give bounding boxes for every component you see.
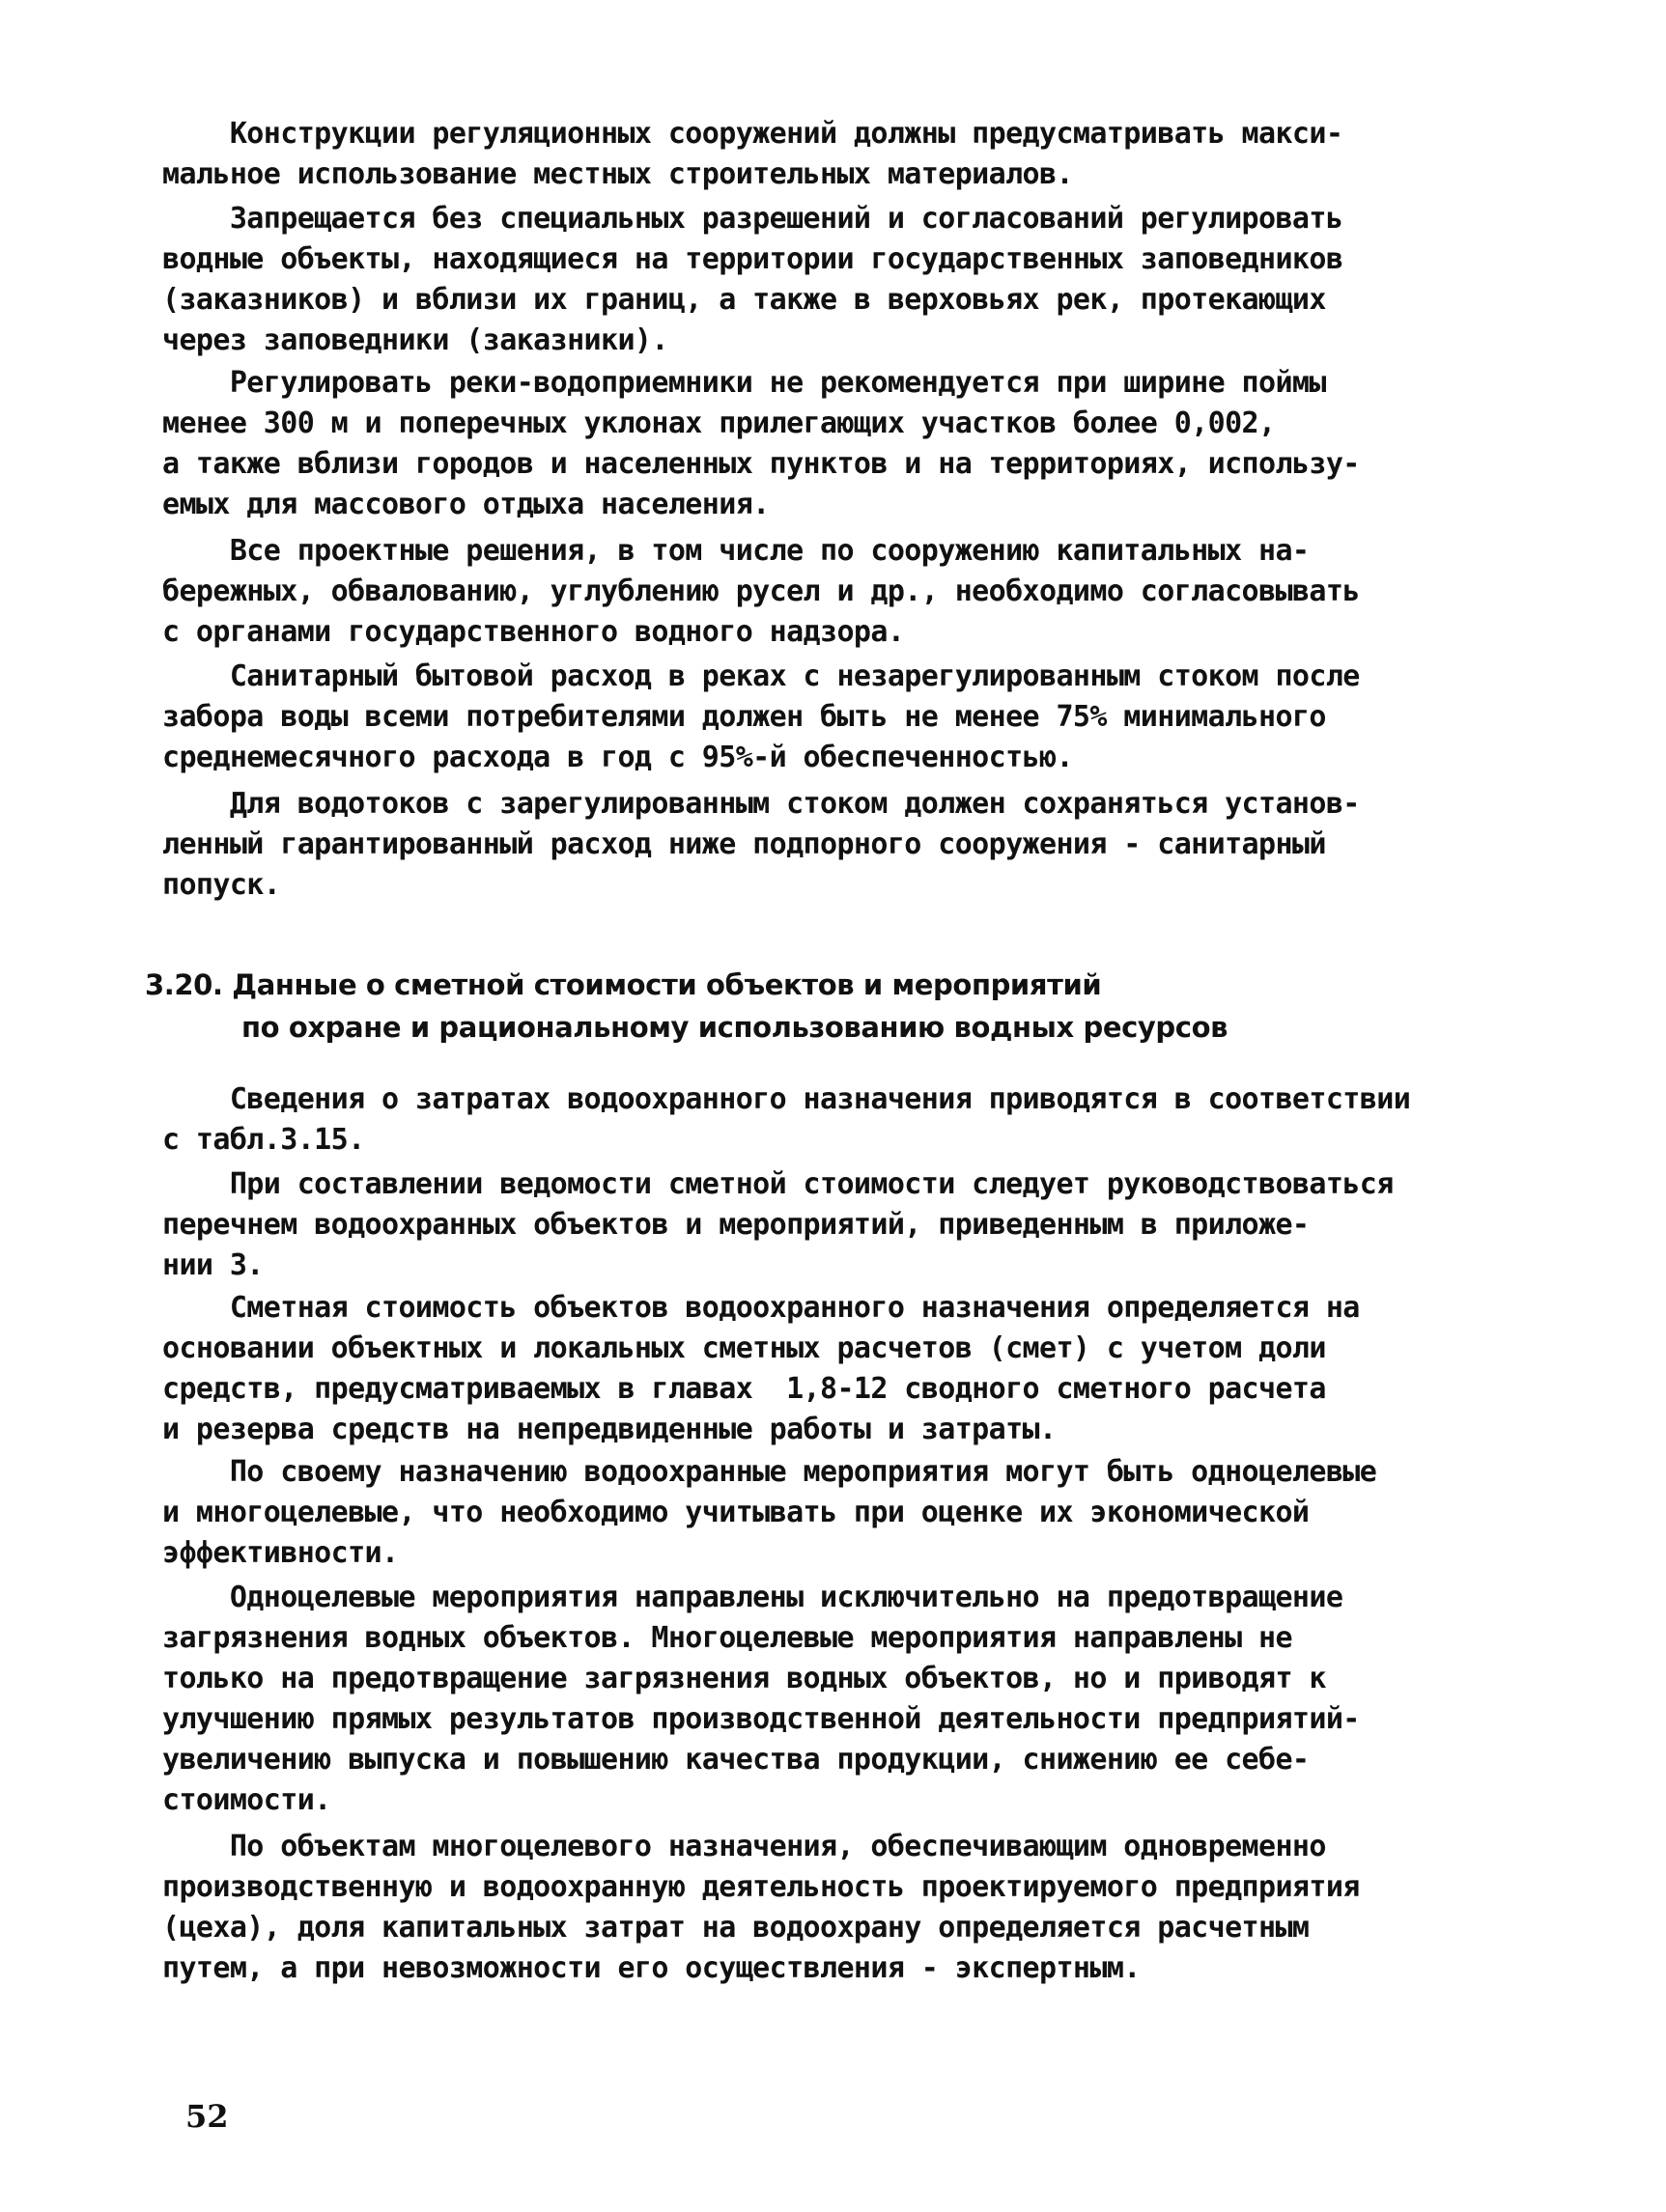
- text-line: забора воды всеми потребителями должен быть не менее 75% минимального: [162, 700, 1326, 734]
- text-line: улучшению прямых результатов производственной деятельности предприятий-: [162, 1702, 1360, 1736]
- text-line: и многоцелевые, что необходимо учитывать при оценке их экономической: [162, 1496, 1310, 1529]
- text-line: Сведения о затратах водоохранного назначения приводятся в соответствии: [162, 1082, 1411, 1116]
- text-line: перечнем водоохранных объектов и мероприятий, приведенным в приложе-: [162, 1208, 1310, 1242]
- section-heading-line: по охране и рациональному использованию водных ресурсов: [241, 1011, 1228, 1044]
- text-line: По объектам многоцелевого назначения, обеспечивающим одновременно: [162, 1830, 1326, 1863]
- text-line: (заказников) и вблизи их границ, а также в верховьях рек, протекающих: [162, 283, 1326, 317]
- paragraph: [162, 1079, 1485, 1161]
- text-line: По своему назначению водоохранные мероприятия могут быть одноцелевые: [162, 1455, 1377, 1489]
- text-line: через заповедники (заказники).: [162, 323, 668, 357]
- section-heading: [145, 964, 1304, 1049]
- text-line: с органами государственного водного надзора.: [162, 615, 905, 649]
- text-line: Сметная стоимость объектов водоохранного назначения определяется на: [162, 1291, 1360, 1325]
- text-line: Для водотоков с зарегулированным стоком должен сохраняться установ-: [162, 787, 1360, 821]
- paragraph: [162, 531, 1485, 653]
- text-line: стоимости.: [162, 1783, 331, 1817]
- text-line: При составлении ведомости сметной стоимости следует руководствоваться: [162, 1167, 1394, 1201]
- text-line: мальное использование местных строительных материалов.: [162, 157, 1073, 191]
- paragraph: [162, 784, 1485, 906]
- text-line: производственную и водоохранную деятельность проектируемого предприятия: [162, 1870, 1360, 1904]
- text-line: эффективности.: [162, 1536, 399, 1570]
- text-line: емых для массового отдыха населения.: [162, 488, 770, 521]
- text-line: Одноцелевые мероприятия направлены исключительно на предотвращение: [162, 1581, 1343, 1614]
- text-line: среднемесячного расхода в год с 95%-й обеспеченностью.: [162, 741, 1073, 774]
- text-line: нии 3.: [162, 1248, 264, 1282]
- paragraph: [162, 1164, 1485, 1286]
- paragraph: [162, 1827, 1485, 1989]
- text-line: средств, предусматриваемых в главах 1,8-12 сводного сметного расчета: [162, 1372, 1326, 1406]
- text-line: и резерва средств на непредвиденные работы и затраты.: [162, 1413, 1057, 1446]
- paragraph: [162, 114, 1485, 195]
- section-heading-line: 3.20. Данные о сметной стоимости объектов и мероприятий: [145, 968, 1102, 1001]
- text-line: попуск.: [162, 868, 281, 902]
- text-line: основании объектных и локальных сметных расчетов (смет) с учетом доли: [162, 1331, 1326, 1365]
- text-line: Санитарный бытовой расход в реках с незарегулированным стоком после: [162, 659, 1360, 693]
- paragraph: [162, 1288, 1485, 1450]
- text-line: увеличению выпуска и повышению качества продукции, снижению ее себе-: [162, 1743, 1310, 1777]
- text-line: Конструкции регуляционных сооружений должны предусматривать макси-: [162, 117, 1343, 151]
- paragraph: [162, 1578, 1485, 1821]
- text-line: а также вблизи городов и населенных пунктов и на территориях, использу-: [162, 447, 1360, 481]
- text-line: путем, а при невозможности его осуществления - экспертным.: [162, 1951, 1141, 1985]
- text-line: водные объекты, находящиеся на территории государственных заповедников: [162, 242, 1343, 276]
- text-line: только на предотвращение загрязнения водных объектов, но и приводят к: [162, 1662, 1326, 1695]
- page-number: 52: [185, 2098, 229, 2135]
- paragraph: [162, 657, 1485, 778]
- text-line: Запрещается без специальных разрешений и согласований регулировать: [162, 202, 1343, 236]
- text-line: Все проектные решения, в том числе по сооружению капитальных на-: [162, 534, 1310, 568]
- paragraph: [162, 363, 1485, 525]
- text-line: менее 300 м и поперечных уклонах прилегающих участков более 0,002,: [162, 406, 1276, 440]
- text-line: загрязнения водных объектов. Многоцелевые мероприятия направлены не: [162, 1621, 1292, 1655]
- paragraph: [162, 1452, 1485, 1574]
- paragraph: [162, 199, 1485, 361]
- text-line: (цеха), доля капитальных затрат на водоохрану определяется расчетным: [162, 1911, 1310, 1945]
- text-line: ленный гарантированный расход ниже подпорного сооружения - санитарный: [162, 827, 1326, 861]
- text-line: Регулировать реки-водоприемники не рекомендуется при ширине поймы: [162, 366, 1326, 400]
- text-line: с табл.3.15.: [162, 1123, 365, 1157]
- text-line: бережных, обвалованию, углублению русел и др., необходимо согласовывать: [162, 574, 1360, 608]
